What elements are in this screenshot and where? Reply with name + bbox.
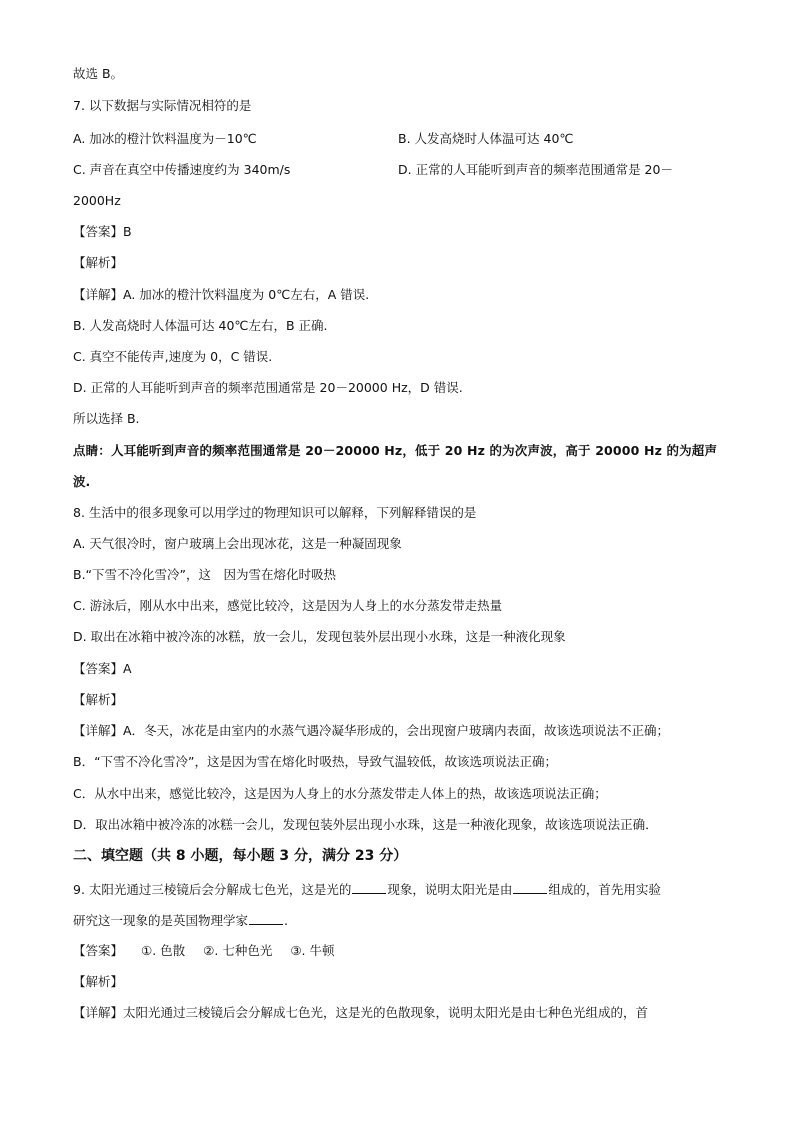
detail-7c: C. 真空不能传声,速度为 0，C 错误. [73, 349, 273, 364]
question-9-b1: 研究这一现象的是英国物理学家 [73, 913, 249, 928]
answer-7: 【答案】B [73, 224, 132, 239]
question-9-part2: 现象，说明太阳光是由 [387, 882, 513, 897]
blank-2 [513, 881, 547, 894]
answer-9 [73, 943, 334, 959]
answer-8: 【答案】A [73, 661, 132, 676]
question-9 [73, 881, 661, 898]
analysis-label-9: 【解析】 [73, 974, 124, 989]
note-7-cont: 波. [73, 474, 91, 489]
option-8c: C. 游泳后，刚从水中出来，感觉比较冷，这是因为人身上的水分蒸发带走热量 [73, 598, 503, 613]
detail-8d: D．取出冰箱中被冷冻的冰糕一会儿，发现包装外层出现小水珠，这是一种液化现象，故该选项说法正确． [73, 817, 658, 832]
question-9-part3: 组成的，首先用实验 [548, 882, 661, 897]
detail-7b: B. 人发高烧时人体温可达 40℃左右，B 正确. [73, 318, 328, 333]
blank-1 [352, 881, 386, 894]
blank-3 [249, 912, 283, 925]
option-7d: D. 正常的人耳能听到声音的频率范围通常是 20－ [398, 162, 673, 177]
question-9-line2 [73, 912, 288, 929]
detail-7e: 所以选择 B. [73, 411, 140, 426]
option-7b: B. 人发高烧时人体温可达 40℃ [398, 131, 574, 146]
option-7d-cont: 2000Hz [73, 193, 121, 208]
detail-8c: C．从水中出来，感觉比较冷，这是因为人身上的水分蒸发带走人体上的热，故该选项说法正确； [73, 786, 607, 801]
answer-9-label: 【答案】 [73, 943, 124, 958]
analysis-label-7: 【解析】 [73, 255, 124, 270]
answer-9-a: ①. 色散 [141, 943, 186, 958]
question-9-part1: 9. 太阳光通过三棱镜后会分解成七色光，这是光的 [73, 882, 352, 897]
detail-8a: 【详解】A．冬天，冰花是由室内的水蒸气遇冷凝华形成的，会出现窗户玻璃内表面，故该选项说法不正确； [73, 723, 670, 738]
note-7: 点睛：人耳能听到声音的频率范围通常是 20－20000 Hz，低于 20 Hz 的为次声波，高于 20000 Hz 的为超声 [73, 443, 718, 458]
option-8a: A. 天气很冷时，窗户玻璃上会出现冰花，这是一种凝固现象 [73, 536, 402, 551]
detail-7: 【详解】A. 加冰的橙汁饮料温度为 0℃左右，A 错误. [73, 287, 370, 302]
question-7: 7. 以下数据与实际情况相符的是 [73, 98, 252, 113]
answer-9-b: ②. 七种色光 [203, 943, 273, 958]
text-line: 故选 B。 [73, 66, 124, 81]
detail-7d: D. 正常的人耳能听到声音的频率范围通常是 20－20000 Hz，D 错误. [73, 380, 463, 395]
answer-9-c: ③. 牛顿 [290, 943, 335, 958]
section-heading: 二、填空题（共 8 小题，每小题 3 分，满分 23 分） [73, 848, 408, 864]
detail-9: 【详解】太阳光通过三棱镜后会分解成七色光，这是光的色散现象，说明太阳光是由七种色光组成的，首 [73, 1005, 649, 1020]
question-9-b2: . [284, 913, 288, 928]
detail-8b: B．“下雪不冷化雪冷”，这是因为雪在熔化时吸热，导致气温较低，故该选项说法正确； [73, 754, 558, 769]
option-7a: A. 加冰的橙汁饮料温度为－10℃ [73, 131, 257, 146]
question-8: 8. 生活中的很多现象可以用学过的物理知识可以解释，下列解释错误的是 [73, 505, 477, 520]
analysis-label-8: 【解析】 [73, 692, 124, 707]
option-8b: B.“下雪不冷化雪冷”，这 因为雪在熔化时吸热 [73, 567, 337, 582]
option-7c: C. 声音在真空中传播速度约为 340m/s [73, 162, 291, 177]
option-8d: D. 取出在冰箱中被冷冻的冰糕，放一会儿，发现包装外层出现小水珠，这是一种液化现象 [73, 629, 566, 644]
